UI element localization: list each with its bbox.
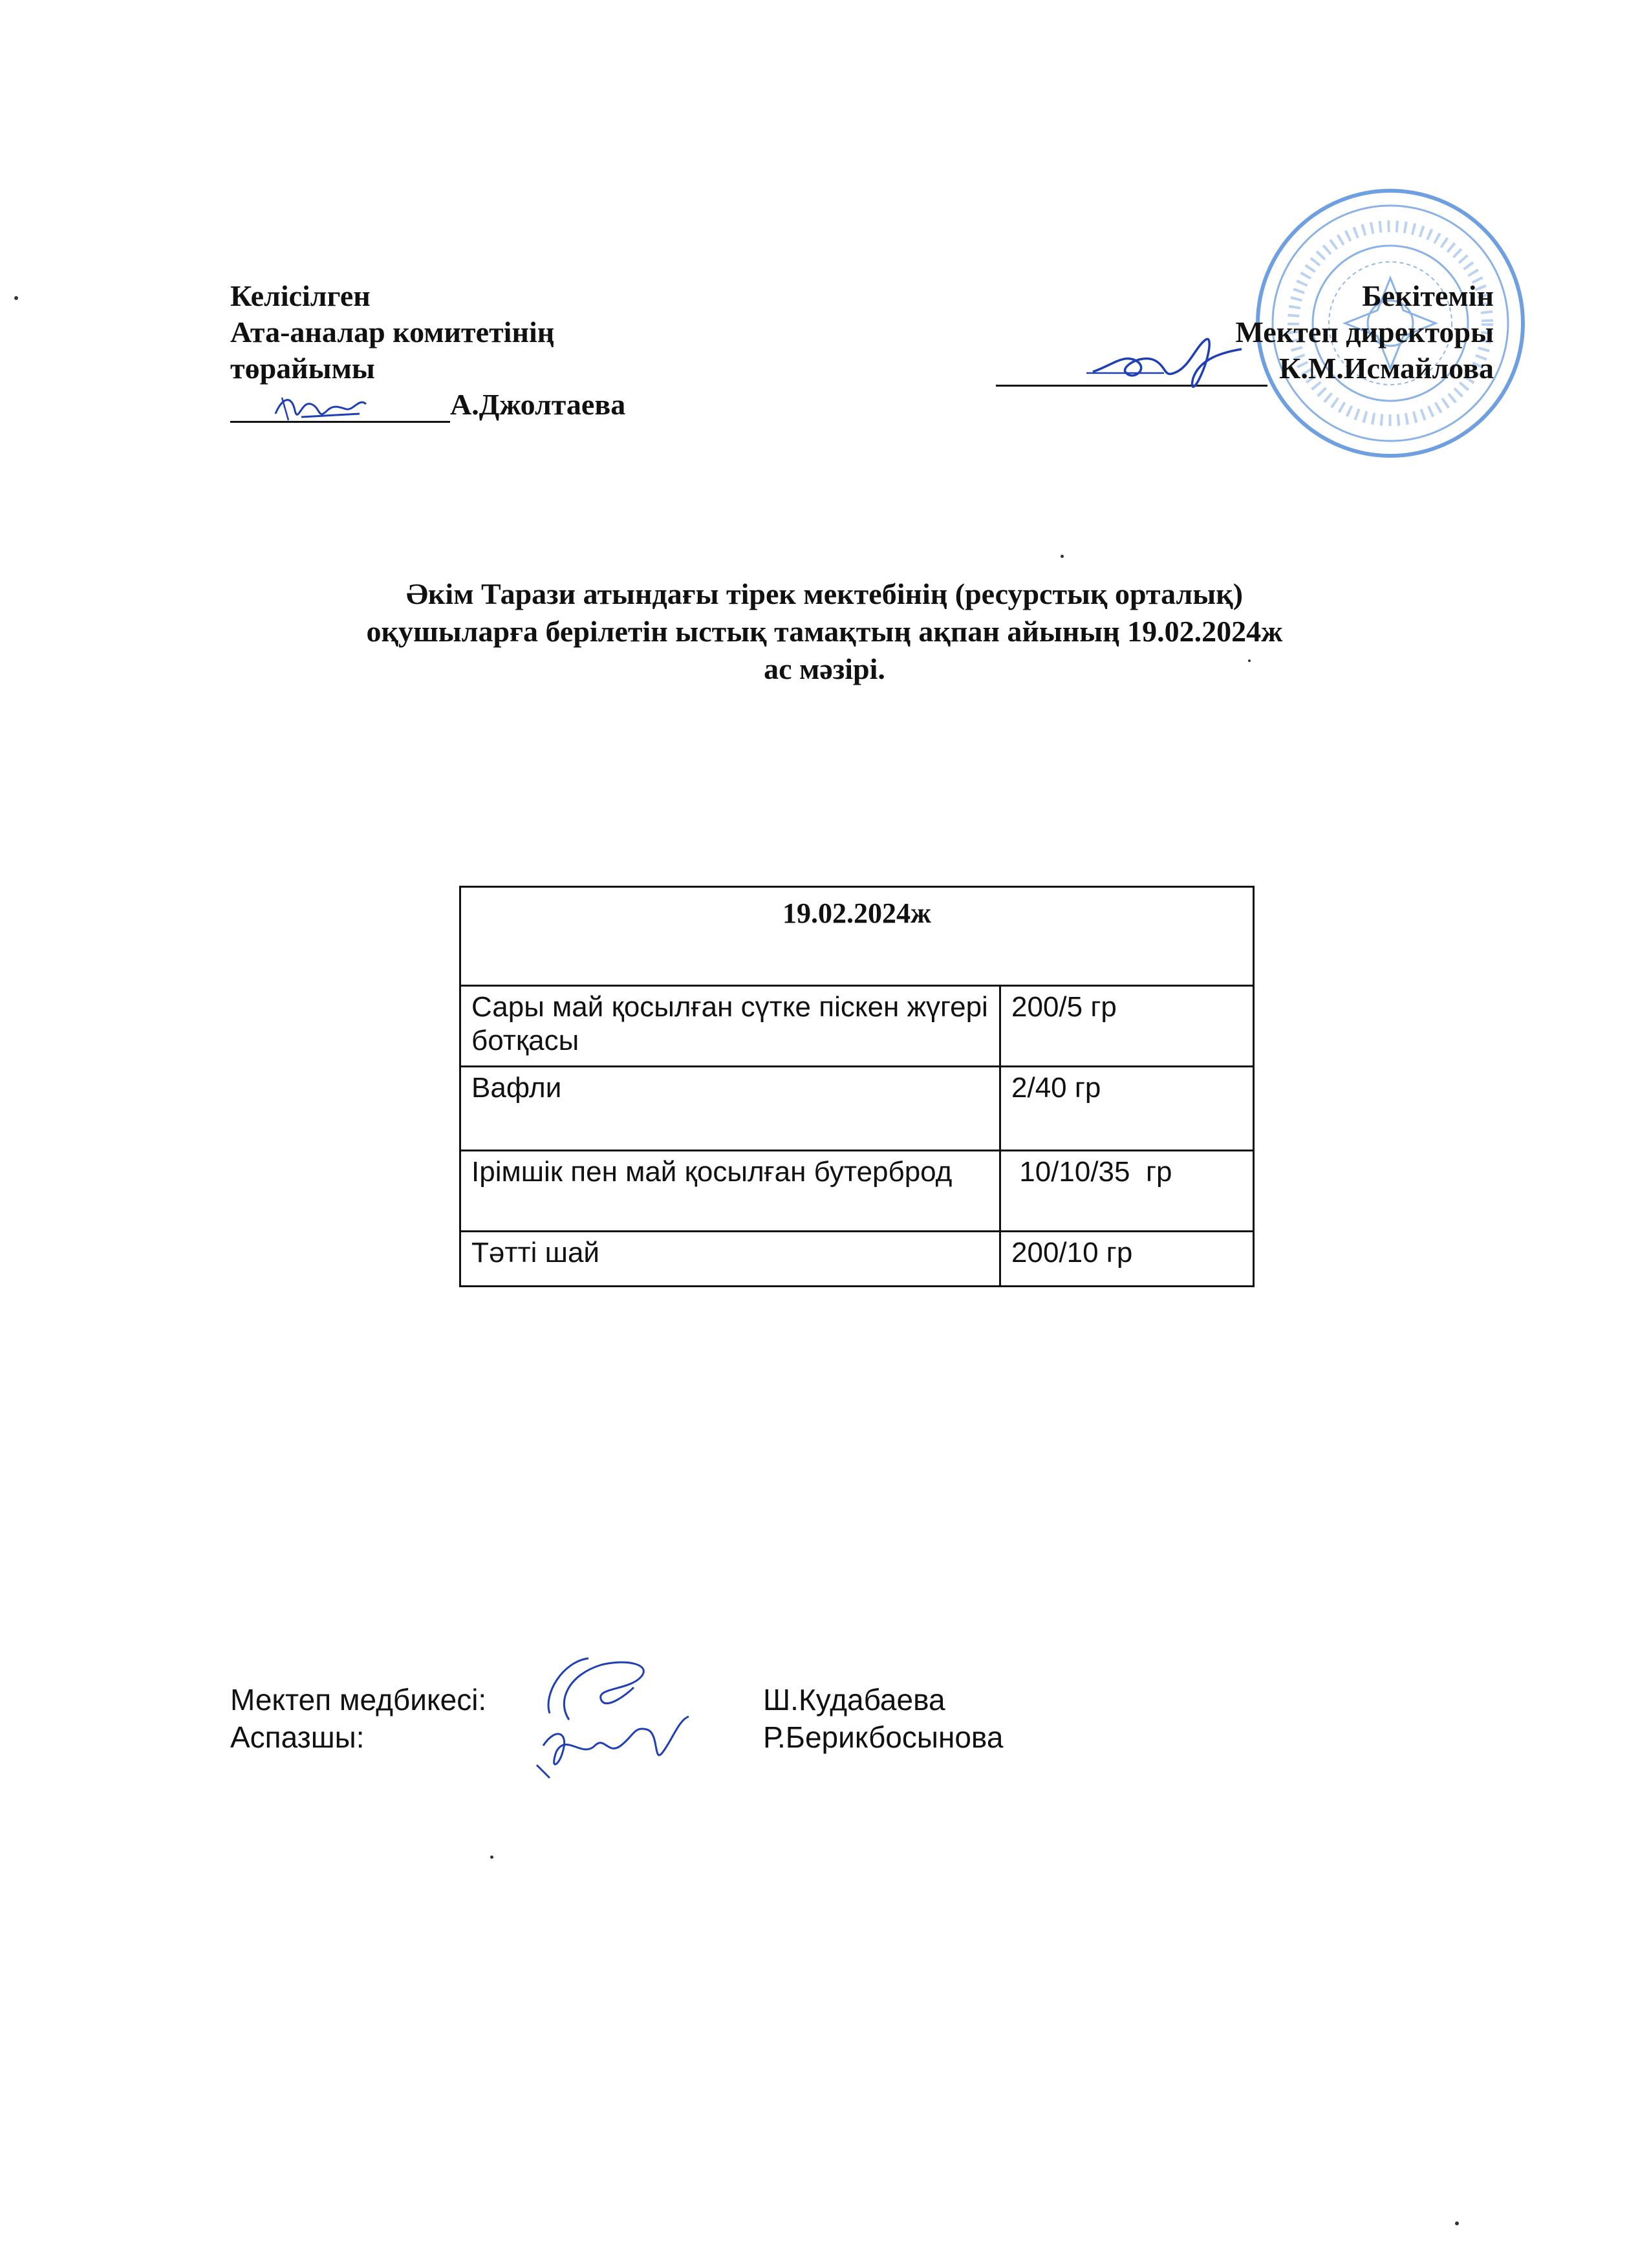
dish-name: Тәтті шай xyxy=(460,1232,1000,1287)
scan-speck xyxy=(14,296,18,300)
menu-table xyxy=(459,886,1255,1287)
dish-portion: 10/10/35 гр xyxy=(1000,1151,1254,1232)
approved-block xyxy=(912,278,1494,387)
nurse-label: Мектеп медбикесі: xyxy=(230,1683,487,1717)
director-label: Мектеп директоры xyxy=(1235,316,1494,348)
table-row xyxy=(460,1151,1254,1232)
table-row xyxy=(460,986,1254,1067)
chairperson-name: А.Джолтаева xyxy=(450,388,626,421)
director-name: К.М.Исмайлова xyxy=(1279,352,1494,385)
director-signature-row xyxy=(912,350,1494,387)
title-line-2: оқушыларға берілетін ыстық тамақтың ақпан айының 19.02.2024ж xyxy=(366,615,1283,648)
menu-date-row xyxy=(460,887,1254,986)
title-line-1: Әкім Тарази атындағы тірек мектебінің (ресурстық орталық) xyxy=(405,577,1244,610)
scan-speck xyxy=(1248,659,1251,662)
signature-line-left xyxy=(230,389,450,423)
nurse-name: Ш.Кудабаева xyxy=(763,1683,945,1717)
menu-date: 19.02.2024ж xyxy=(460,887,1254,986)
dish-name: Ірімшік пен май қосылған бутерброд xyxy=(460,1151,1000,1232)
title-line-3: ас мәзірі. xyxy=(764,652,885,685)
chairperson-label: төрайымы xyxy=(230,352,375,385)
table-row xyxy=(460,1232,1254,1287)
scan-speck xyxy=(490,1856,493,1859)
table-row xyxy=(460,1067,1254,1151)
cook-label: Аспазшы: xyxy=(230,1720,365,1754)
document-title xyxy=(194,575,1455,688)
dish-portion: 200/5 гр xyxy=(1000,986,1254,1067)
chairperson-signature xyxy=(263,385,392,430)
committee-label: Ата-аналар комитетінің xyxy=(230,316,555,348)
cook-name: Р.Берикбосынова xyxy=(763,1720,1004,1754)
approved-heading: Бекітемін xyxy=(1362,279,1494,312)
scan-speck xyxy=(1455,2221,1459,2225)
agreed-block xyxy=(230,278,748,423)
scan-speck xyxy=(1061,555,1064,558)
agreed-heading: Келісілген xyxy=(230,279,371,312)
dish-portion: 200/10 гр xyxy=(1000,1232,1254,1287)
dish-portion: 2/40 гр xyxy=(1000,1067,1254,1151)
dish-name: Вафли xyxy=(460,1067,1000,1151)
director-signature xyxy=(1086,326,1255,398)
signature-line-right xyxy=(996,352,1267,387)
chairperson-signature-row xyxy=(230,387,748,423)
cook-signature xyxy=(530,1707,698,1791)
dish-name: Сары май қосылған сүтке піскен жүгері ботқасы xyxy=(460,986,1000,1067)
